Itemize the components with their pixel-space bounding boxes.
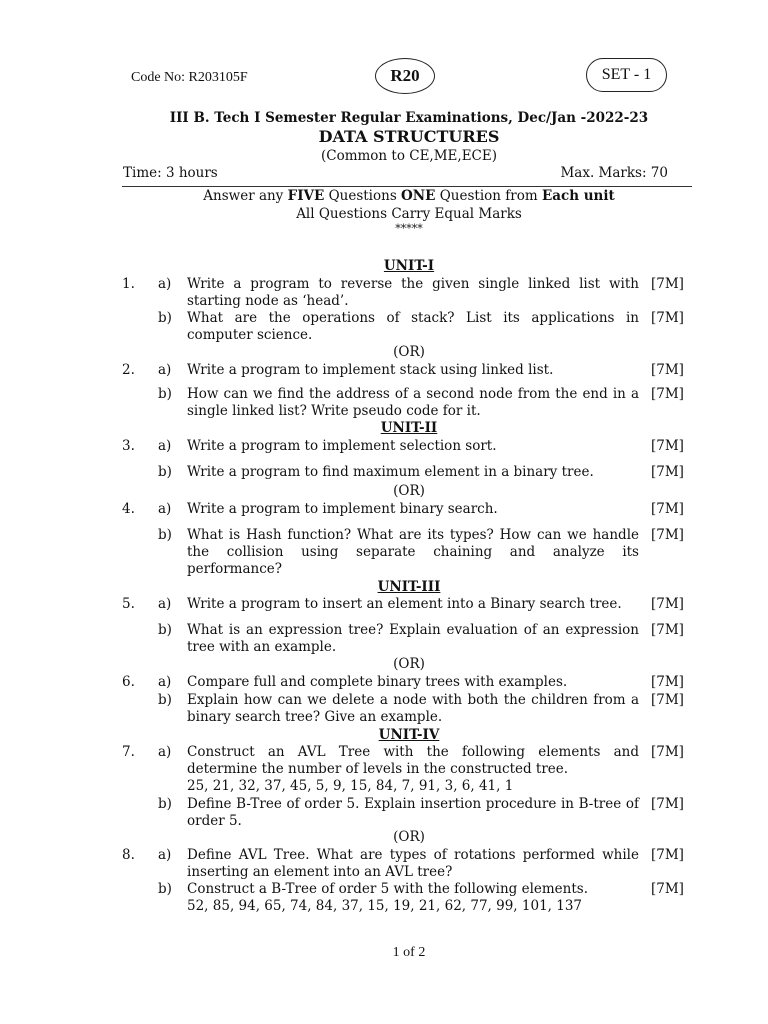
part-label: b) [158,527,172,543]
question-text: Define B-Tree of order 5. Explain insertion procedure in B-tree of order 5. [187,796,639,829]
question-text: Write a program to implement binary search. [187,501,498,517]
or-separator: (OR) [393,656,425,672]
part-label: a) [158,744,172,760]
max-marks: Max. Marks: 70 [560,165,668,181]
part-label: a) [158,438,172,454]
question-number: 5. [122,596,135,612]
question-text: What are the operations of stack? List its applications in computer science. [187,310,639,343]
question-text: Write a program to reverse the given single linked list with starting node as ‘head’. [187,276,639,309]
question-text: Write a program to implement stack using linked list. [187,362,554,378]
set-badge: SET - 1 [586,58,667,92]
question-number: 3. [122,438,135,454]
unit-heading: UNIT-II [380,420,438,436]
part-label: a) [158,596,172,612]
unit-heading: UNIT-III [377,579,441,595]
question-number: 4. [122,501,135,517]
question-marks: [7M] [651,744,684,760]
question-marks: [7M] [651,276,684,292]
code-number: Code No: R203105F [131,70,248,85]
question-number: 7. [122,744,135,760]
question-number: 8. [122,847,135,863]
question-text: Compare full and complete binary trees with examples. [187,674,568,690]
instructions-line-2: All Questions Carry Equal Marks [296,206,522,222]
subject-title: DATA STRUCTURES [318,127,500,146]
question-marks: [7M] [651,362,684,378]
question-text: Write a program to find maximum element in a binary tree. [187,464,594,480]
part-label: b) [158,796,172,812]
question-text: Define AVL Tree. What are types of rotations performed while inserting an element into an AVL tree? [187,847,639,880]
or-separator: (OR) [393,344,425,360]
question-data-list: 52, 85, 94, 65, 74, 84, 37, 15, 19, 21, 62, 77, 99, 101, 137 [187,898,583,914]
exam-title: III B. Tech I Semester Regular Examinations, Dec/Jan -2022-23 [169,110,649,126]
or-separator: (OR) [393,829,425,845]
part-label: b) [158,464,172,480]
question-marks: [7M] [651,386,684,402]
question-marks: [7M] [651,464,684,480]
question-text: How can we find the address of a second node from the end in a single linked list? Write pseudo code for it. [187,386,639,419]
separator-stars: ***** [395,222,423,235]
exam-time: Time: 3 hours [123,165,218,181]
unit-heading: UNIT-I [383,258,435,274]
question-text: Write a program to insert an element into a Binary search tree. [187,596,622,612]
question-marks: [7M] [651,310,684,326]
part-label: a) [158,847,172,863]
question-text: Write a program to implement selection sort. [187,438,497,454]
part-label: b) [158,386,172,402]
question-marks: [7M] [651,674,684,690]
or-separator: (OR) [393,483,425,499]
question-text: What is Hash function? What are its types? How can we handle the collision using separate chaining and analyze its performance? [187,527,639,577]
regulation-badge: R20 [375,58,435,94]
question-text: What is an expression tree? Explain evaluation of an expression tree with an example. [187,622,639,655]
question-data-list: 25, 21, 32, 37, 45, 5, 9, 15, 84, 7, 91, 3, 6, 41, 1 [187,778,514,794]
question-marks: [7M] [651,622,684,638]
question-number: 6. [122,674,135,690]
question-marks: [7M] [651,692,684,708]
question-marks: [7M] [651,847,684,863]
question-text: Construct a B-Tree of order 5 with the following elements. [187,881,588,897]
question-marks: [7M] [651,881,684,897]
page-number: 1 of 2 [392,945,426,960]
instructions-line-1: Answer any FIVE Questions ONE Question from Each unit [203,188,615,204]
header-divider [122,186,692,187]
question-marks: [7M] [651,796,684,812]
part-label: b) [158,692,172,708]
part-label: a) [158,276,172,292]
unit-heading: UNIT-IV [378,727,440,743]
part-label: b) [158,622,172,638]
part-label: a) [158,674,172,690]
question-marks: [7M] [651,596,684,612]
question-text: Explain how can we delete a node with both the children from a binary search tree? Give an example. [187,692,639,725]
part-label: a) [158,362,172,378]
question-marks: [7M] [651,527,684,543]
question-text: Construct an AVL Tree with the following elements and determine the number of levels in the constructed tree. [187,744,639,777]
part-label: b) [158,310,172,326]
common-to: (Common to CE,ME,ECE) [320,148,498,164]
question-marks: [7M] [651,501,684,517]
question-number: 1. [122,276,135,292]
part-label: b) [158,881,172,897]
question-marks: [7M] [651,438,684,454]
part-label: a) [158,501,172,517]
question-number: 2. [122,362,135,378]
